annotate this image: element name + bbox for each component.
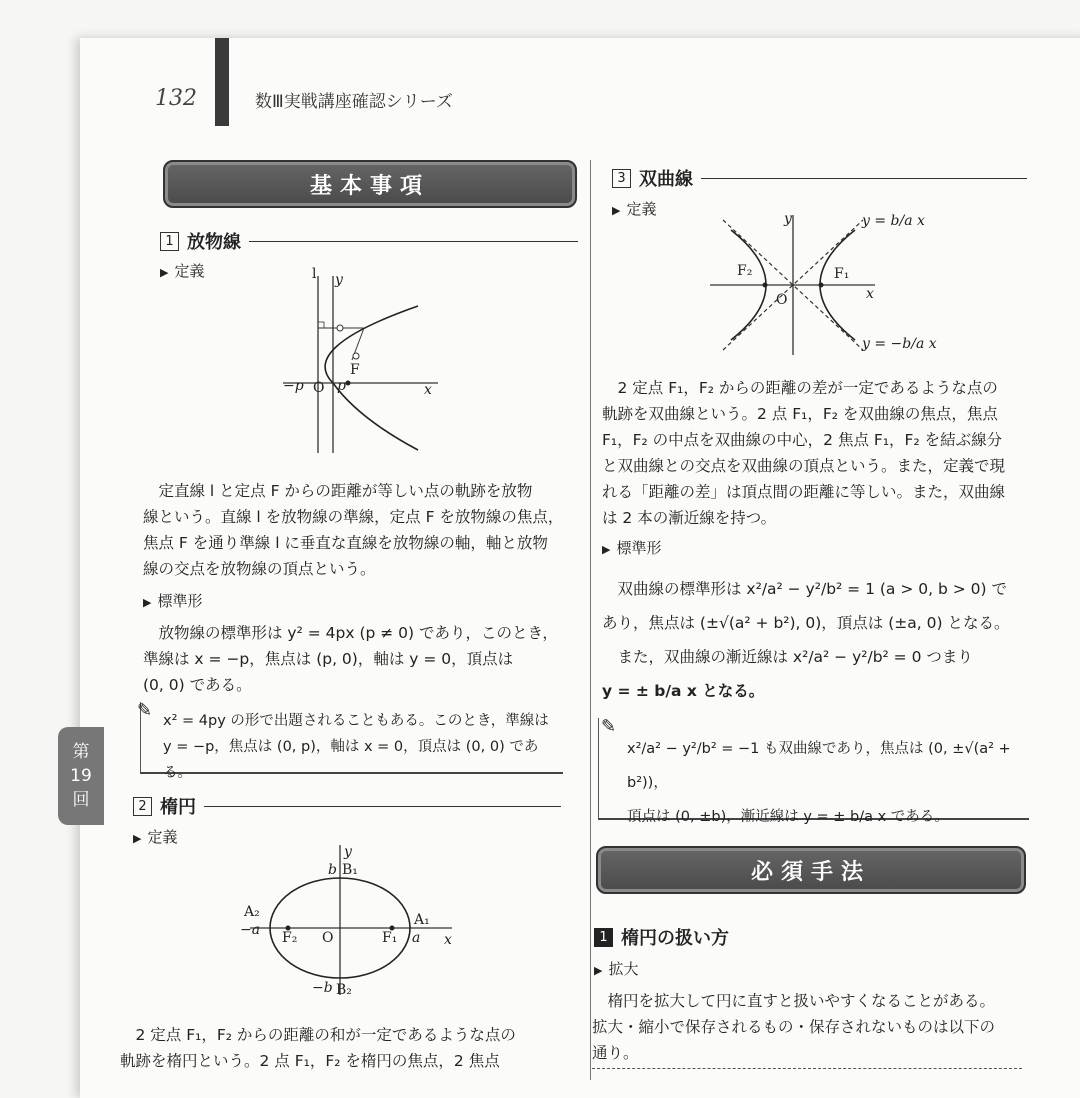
label-y: y xyxy=(784,211,792,227)
ellipse-definition xyxy=(120,1022,565,1074)
label-b: b xyxy=(328,862,337,878)
focus-point xyxy=(346,381,351,386)
text-line: 線の交点を放物線の頂点という。 xyxy=(143,560,376,578)
text-line: 線という。直線 l を放物線の準線，定点 F を放物線の焦点， xyxy=(143,508,564,526)
section-rule xyxy=(204,806,561,807)
dotted-divider xyxy=(592,1068,1022,1069)
section-title: 楕円の扱い方 xyxy=(621,928,729,949)
section-number: 3 xyxy=(612,169,631,188)
text-line: 頂点は (0, ±b)，漸近線は y = ± b/a x である。 xyxy=(627,809,949,825)
parabola-standard xyxy=(143,620,583,698)
label-F: F xyxy=(350,362,360,378)
section-number: 2 xyxy=(133,797,152,816)
text-line: x²/a² − y²/b² = −1 も双曲線であり，焦点は (0, ±√(a² + b²))， xyxy=(627,741,1011,791)
text-line: 定直線 l と定点 F からの距離が等しい点の軌跡を放物 xyxy=(158,482,533,500)
header-bar xyxy=(215,38,229,126)
text-line: 軌跡を双曲線という。2 点 F₁，F₂ を双曲線の焦点，焦点 xyxy=(602,405,998,423)
label-neg-p: −p xyxy=(283,378,304,394)
sub-label: 拡大 xyxy=(608,960,639,978)
right-angle-mark xyxy=(318,322,324,328)
def-label: 定義 xyxy=(147,828,178,846)
page-number: 132 xyxy=(155,86,197,111)
label-p: p xyxy=(337,378,346,394)
pencil-icon: ✎ xyxy=(137,700,153,721)
text-line: あり，焦点は (±√(a² + b²), 0)，頂点は (±a, 0) となる。 xyxy=(602,614,1010,632)
parabola-note xyxy=(137,700,563,781)
enlarge-text xyxy=(592,988,1032,1066)
focus-point xyxy=(763,283,768,288)
label-F1: F₁ xyxy=(382,930,398,946)
tab-char-3: 回 xyxy=(72,790,90,810)
marker-point xyxy=(353,353,359,359)
parabola-def-heading: ▶ 定義 xyxy=(160,262,205,280)
text-line: 双曲線の標準形は x²/a² − y²/b² = 1 (a > 0, b > 0) で xyxy=(617,580,1007,598)
hyperbola-note xyxy=(598,716,1029,825)
label-F2: F₂ xyxy=(282,930,298,946)
hyperbola-def-heading: ▶ 定義 xyxy=(612,200,657,218)
std-label: 標準形 xyxy=(157,592,203,610)
label-B2: B₂ xyxy=(336,982,352,998)
def-label: 定義 xyxy=(174,262,205,280)
text-line: 焦点 F を通り準線 l に垂直な直線を放物線の軸，軸と放物 xyxy=(143,534,548,552)
section-title: 双曲線 xyxy=(639,169,693,190)
section-ellipse-method xyxy=(594,924,1024,950)
enlarge-heading: ▶ 拡大 xyxy=(594,960,639,978)
text-line: は 2 本の漸近線を持つ。 xyxy=(602,509,777,527)
pencil-icon: ✎ xyxy=(601,716,617,737)
ellipse-def-heading: ▶ 定義 xyxy=(133,828,178,846)
label-x: x xyxy=(424,382,432,398)
text-line: 楕円を拡大して円に直すと扱いやすくなることがある。 xyxy=(607,992,996,1010)
hyperbola-standard xyxy=(602,572,1032,708)
label-O: O xyxy=(322,930,334,946)
section-parabola xyxy=(160,228,578,254)
series-title: 数Ⅲ実戦講座確認シリーズ xyxy=(255,92,453,112)
hyperbola-figure xyxy=(705,210,880,360)
column-divider xyxy=(590,160,591,1080)
tab-char-1: 第 xyxy=(72,742,90,762)
label-F1: F₁ xyxy=(834,266,850,282)
label-O: O xyxy=(313,380,325,396)
section-number: 1 xyxy=(160,232,179,251)
label-a: a xyxy=(412,930,421,946)
text-line: y = ± b/a x となる。 xyxy=(602,682,765,700)
label-neg-b: −b xyxy=(312,980,333,996)
label-neg-a: −a xyxy=(240,922,261,938)
section-title: 楕円 xyxy=(160,797,196,818)
banner-methods: 必須手法 xyxy=(596,846,1026,894)
chapter-tab xyxy=(58,727,104,825)
section-hyperbola xyxy=(612,165,1027,191)
banner-basics: 基本事項 xyxy=(163,160,577,208)
hyperbola-definition xyxy=(602,375,1032,531)
text-line: また，双曲線の漸近線は x²/a² − y²/b² = 0 つまり xyxy=(617,648,973,666)
parabola-figure xyxy=(278,268,448,458)
text-line: 放物線の標準形は y² = 4px (p ≠ 0) であり，このとき， xyxy=(158,624,558,642)
section-number: 1 xyxy=(594,928,613,947)
section-title: 放物線 xyxy=(187,232,241,253)
text-line: 2 定点 F₁，F₂ からの距離の差が一定であるような点の xyxy=(617,379,998,397)
hyperbola-std-heading: ▶ 標準形 xyxy=(602,539,662,557)
note-text xyxy=(627,732,1027,834)
label-x: x xyxy=(866,286,874,302)
text-line: 拡大・縮小で保存されるもの・保存されないものは以下の xyxy=(592,1018,996,1036)
focus-point xyxy=(819,283,824,288)
text-line: 2 定点 F₁，F₂ からの距離の和が一定であるような点の xyxy=(135,1026,516,1044)
label-asymptote-pos: y = b/a x xyxy=(862,213,925,229)
label-l: l xyxy=(312,266,317,282)
label-asymptote-neg: y = −b/a x xyxy=(862,336,937,352)
text-line: F₁，F₂ の中点を双曲線の中心，2 焦点 F₁，F₂ を結ぶ線分 xyxy=(602,431,1003,449)
parabola-std-heading: ▶ 標準形 xyxy=(143,592,203,610)
note-text xyxy=(163,708,563,786)
std-label: 標準形 xyxy=(616,539,662,557)
def-label: 定義 xyxy=(626,200,657,218)
label-x: x xyxy=(444,932,452,948)
tab-char-2: 19 xyxy=(70,766,92,786)
text-line: 通り。 xyxy=(592,1044,639,1062)
label-y: y xyxy=(344,844,352,860)
parabola-definition xyxy=(143,478,583,582)
text-line: 準線は x = −p，焦点は (p, 0)，軸は y = 0，頂点は xyxy=(143,650,514,668)
section-rule xyxy=(701,178,1027,179)
text-line: (0, 0) である。 xyxy=(143,676,252,694)
text-line: x² = 4py の形で出題されることもある。このとき，準線は xyxy=(163,713,549,729)
label-A2: A₂ xyxy=(244,904,260,920)
label-y: y xyxy=(335,272,343,288)
marker-point xyxy=(337,325,343,331)
text-line: と双曲線との交点を双曲線の頂点という。また，定義で現 xyxy=(602,457,1006,475)
section-ellipse xyxy=(133,793,561,819)
label-O: O xyxy=(776,292,788,308)
label-F2: F₂ xyxy=(737,263,753,279)
text-line: y = −p，焦点は (0, p)，軸は x = 0，頂点は (0, 0) である。 xyxy=(163,739,539,781)
label-A1: A₁ xyxy=(414,912,430,928)
text-line: れる「距離の差」は頂点間の距離に等しい。また，双曲線 xyxy=(602,483,1006,501)
label-B1: B₁ xyxy=(342,862,358,878)
section-rule xyxy=(249,241,578,242)
text-line: 軌跡を楕円という。2 点 F₁，F₂ を楕円の焦点，2 焦点 xyxy=(120,1052,500,1070)
